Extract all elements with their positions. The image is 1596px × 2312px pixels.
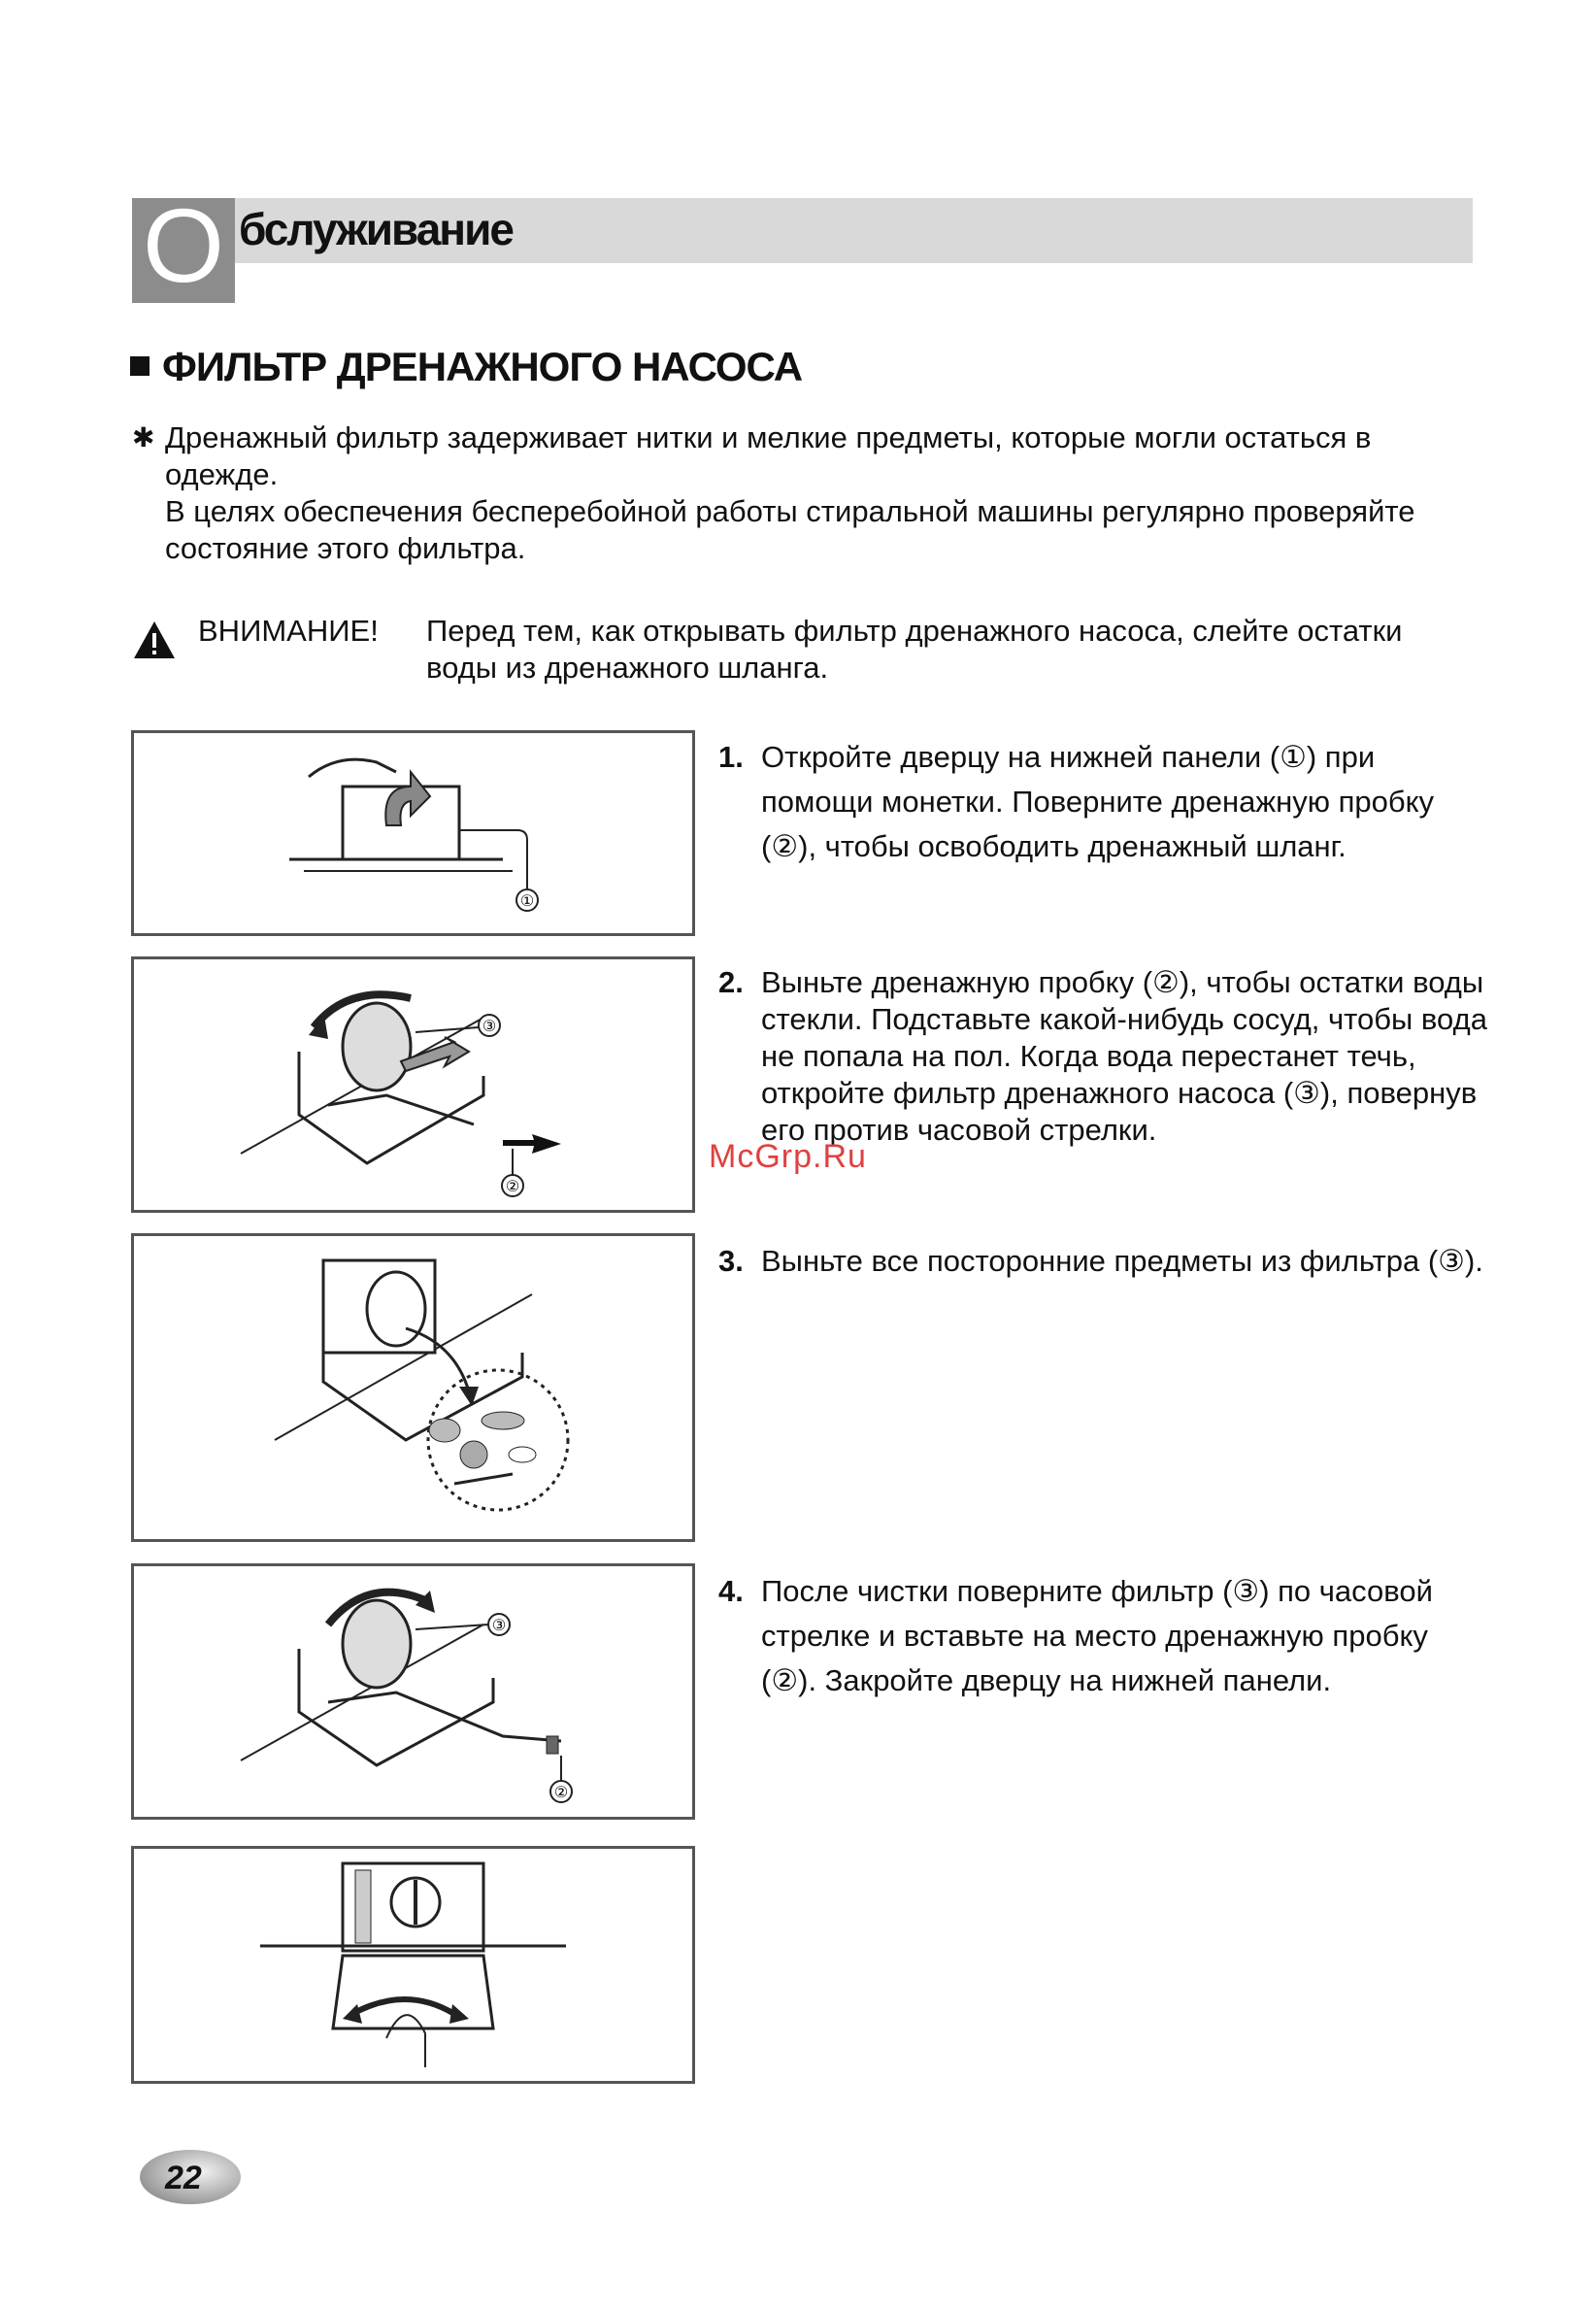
- header-letter: О: [142, 186, 224, 304]
- figure-reinstall-filter-illustration: [134, 1566, 692, 1817]
- note-text-1: Дренажный фильтр задерживает нитки и мелкие предметы, которые могли остаться в одежде.: [165, 420, 1372, 491]
- step-4-number: 4.: [718, 1574, 744, 1608]
- warning-icon: [132, 620, 177, 660]
- figure-clean-filter-illustration: [134, 1236, 692, 1539]
- note-marker: ✱: [132, 422, 155, 452]
- header-title: бслуживание: [239, 204, 513, 254]
- section-title: ФИЛЬТР ДРЕНАЖНОГО НАСОСА: [162, 344, 803, 389]
- step-3-text: Выньте все посторонние предметы из фильтра (③).: [761, 1244, 1483, 1278]
- step-2-number: 2.: [718, 965, 744, 999]
- fig2-label-3: ③: [482, 1019, 497, 1035]
- fig4-label-2: ②: [553, 1785, 569, 1801]
- figure-close-door-illustration: [134, 1849, 692, 2081]
- step-1-text: Откройте дверцу на нижней панели (①) при помощи монетки. Поверните дренажную пробку (②), чтобы освободить дренажный шланг.: [761, 740, 1435, 863]
- figure-close-door: [131, 1846, 695, 2084]
- figure-reinstall-filter: [131, 1563, 695, 1820]
- step-4-text: После чистки поверните фильтр (③) по часовой стрелке и вставьте на место дренажную пробку (②). Закройте дверцу на нижней панели.: [761, 1574, 1433, 1697]
- step-2-text: Выньте дренажную пробку (②), чтобы остатки воды стекли. Подставьте какой-нибудь сосуд, чтобы вода не попала на пол. Когда вода перестанет течь, откройте фильтр дренажного насоса (③), повернув его против часовой стрелки.: [761, 965, 1487, 1147]
- figure-remove-plug: [131, 956, 695, 1213]
- step-1-number: 1.: [718, 740, 744, 774]
- fig2-label-2: ②: [505, 1179, 520, 1195]
- figure-clean-filter: [131, 1233, 695, 1542]
- step-3-number: 3.: [718, 1244, 744, 1278]
- warning-text: Перед тем, как открывать фильтр дренажного насоса, слейте остатки воды из дренажного шланга.: [426, 614, 1403, 685]
- figure-open-door-illustration: [134, 733, 692, 933]
- note-text-2: В целях обеспечения бесперебойной работы стиральной машины регулярно проверяйте состояние этого фильтра.: [165, 494, 1415, 565]
- watermark: McGrp.Ru: [709, 1138, 867, 1175]
- figure-remove-plug-illustration: [134, 959, 692, 1210]
- fig1-label-1: ①: [519, 893, 535, 910]
- section-bullet: [130, 356, 150, 376]
- warning-label: ВНИМАНИЕ!: [198, 614, 379, 648]
- figure-open-door: [131, 730, 695, 936]
- page-number: 22: [165, 2160, 202, 2196]
- fig4-label-3: ③: [491, 1618, 507, 1634]
